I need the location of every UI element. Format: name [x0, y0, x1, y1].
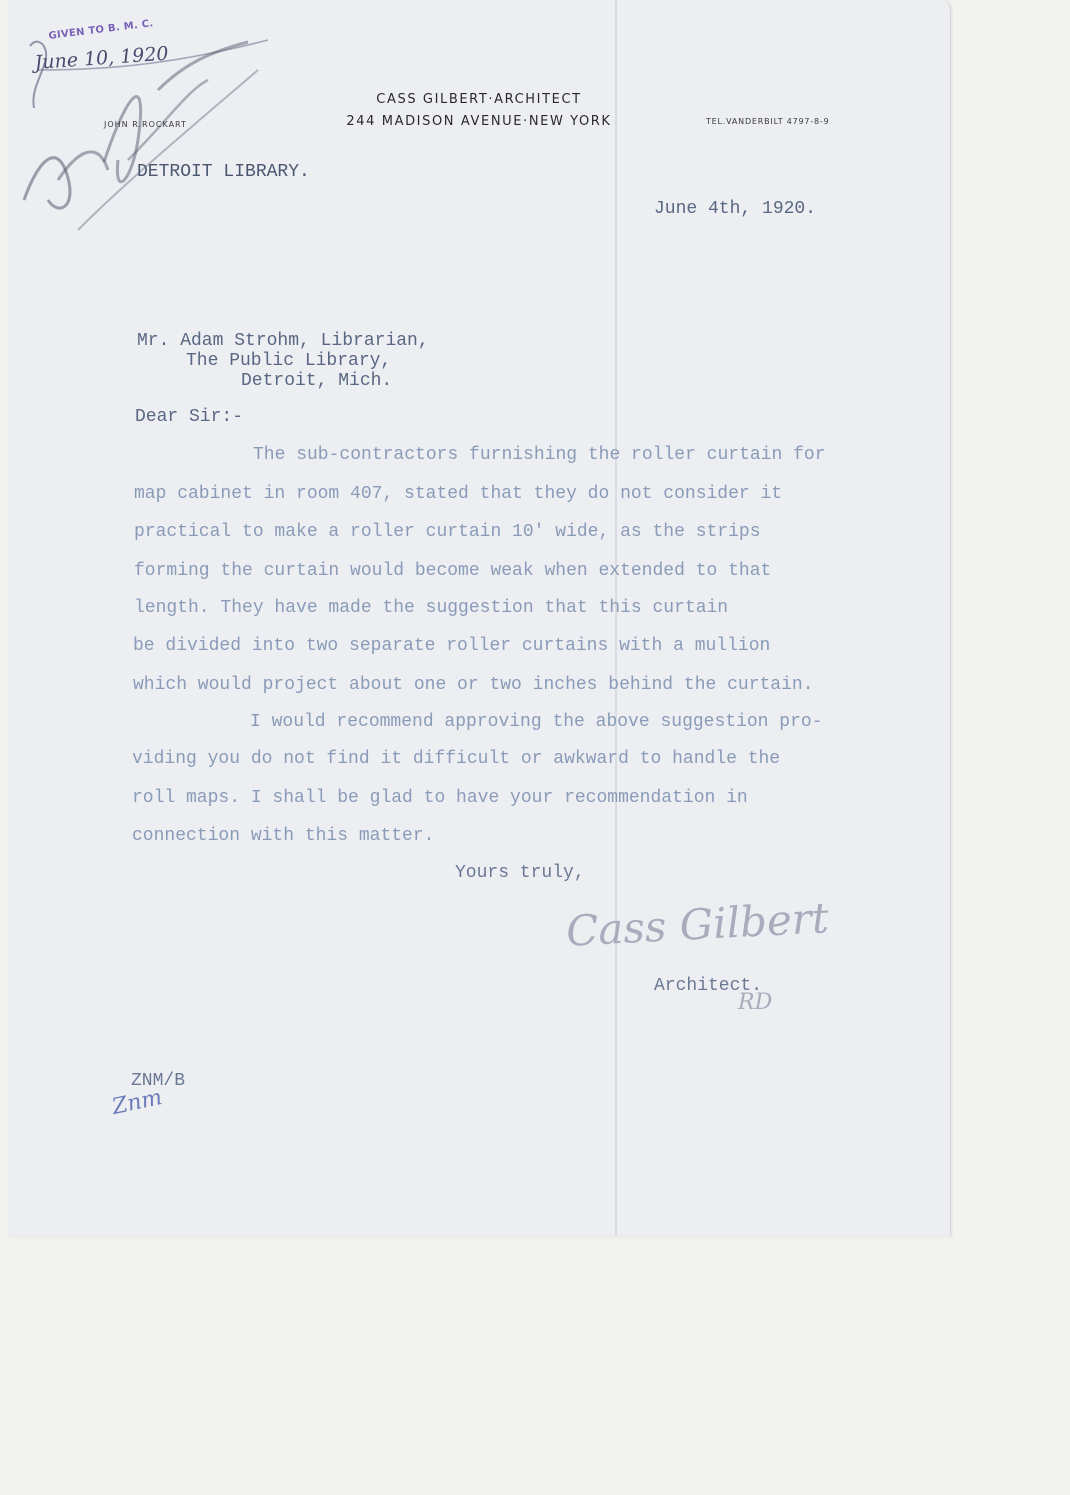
body-line: The sub-contractors furnishing the roller curtain for	[253, 445, 826, 465]
signer-title: Architect.	[654, 976, 763, 996]
body-line: practical to make a roller curtain 10' wide, as the strips	[134, 522, 761, 542]
letterhead-telephone: TEL.VANDERBILT 4797-8-9	[706, 117, 830, 126]
letterhead-address: 244 MADISON AVENUE·NEW YORK	[346, 114, 612, 129]
paper-fold	[615, 0, 617, 1236]
scanner-background	[0, 1236, 1070, 1495]
body-line: I would recommend approving the above suggestion pro-	[250, 712, 823, 732]
body-line: connection with this matter.	[132, 826, 435, 846]
body-line: be divided into two separate roller curtains with a mullion	[133, 636, 771, 656]
body-line: map cabinet in room 407, stated that they do not consider it	[134, 484, 783, 504]
body-line: forming the curtain would become weak when extended to that	[134, 561, 772, 581]
body-line: length. They have made the suggestion that this curtain	[134, 598, 729, 618]
body-line: viding you do not find it difficult or awkward to handle the	[132, 749, 781, 769]
handwritten-date: June 10, 1920	[34, 42, 170, 74]
letterhead-associate: JOHN R.ROCKART	[104, 120, 187, 129]
reference-initials: ZNM/B	[131, 1071, 186, 1091]
letterhead-name: CASS GILBERT·ARCHITECT	[376, 92, 582, 107]
given-to-stamp: GIVEN TO B. M. C.	[48, 18, 155, 42]
letter-closing: Yours truly,	[455, 863, 585, 883]
letter-date: June 4th, 1920.	[654, 199, 817, 219]
signer-initials: RD	[738, 990, 773, 1015]
handwritten-reference-initials: Znm	[109, 1085, 165, 1120]
letter-subject: DETROIT LIBRARY.	[137, 162, 310, 182]
body-line: roll maps. I shall be glad to have your recommendation in	[132, 788, 748, 808]
recipient-line: Detroit, Mich.	[241, 371, 393, 391]
handwritten-signature: Cass Gilbert	[564, 893, 830, 956]
salutation: Dear Sir:-	[135, 407, 244, 427]
recipient-line: The Public Library,	[186, 351, 392, 371]
recipient-line: Mr. Adam Strohm, Librarian,	[137, 331, 429, 351]
body-line: which would project about one or two inches behind the curtain.	[133, 675, 814, 695]
